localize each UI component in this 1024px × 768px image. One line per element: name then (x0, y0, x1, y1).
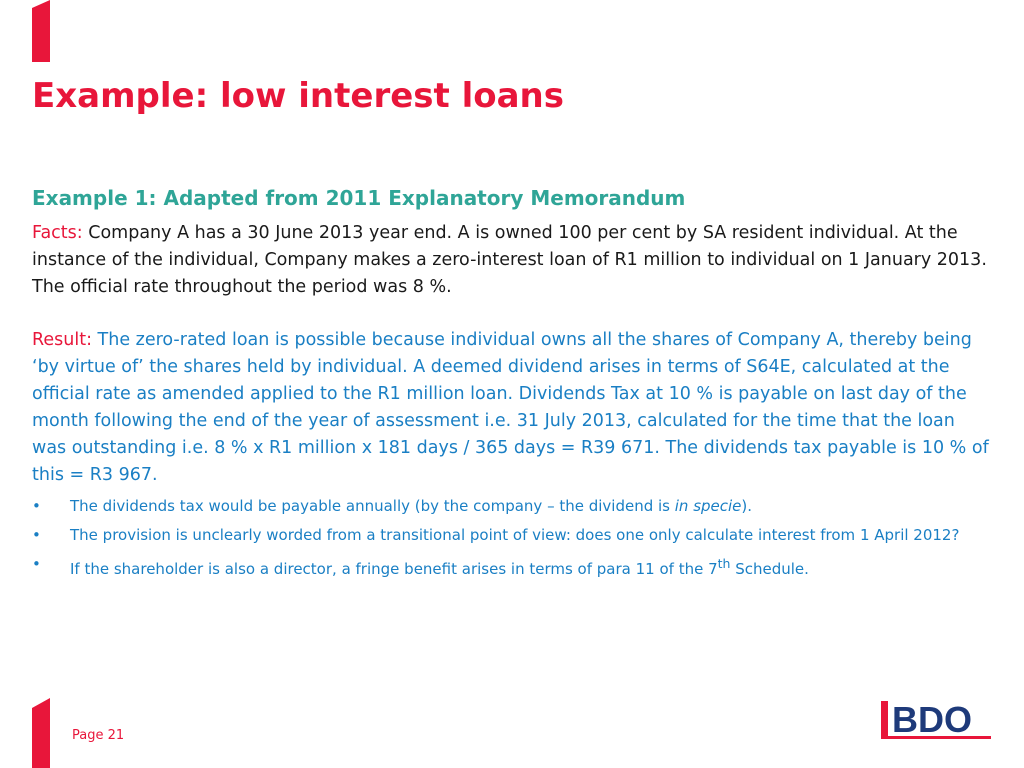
result-paragraph (32, 327, 992, 489)
logo-bar-red (881, 701, 888, 737)
bullet-italic-text: in specie (674, 497, 742, 515)
page-number: Page 21 (72, 728, 125, 743)
bullet-text: The provision is unclearly worded from a transitional point of view: does one only calculate interest from 1 April 2012? (70, 526, 960, 544)
bullet-text: If the shareholder is also a director, a fringe benefit arises in terms of para 11 of the 7 (70, 560, 718, 578)
bullet-text: The dividends tax would be payable annually (by the company – the dividend is (70, 497, 675, 515)
slide-content (32, 186, 992, 587)
bullet-item-fringe-benefit (32, 553, 992, 580)
logo-text: BDO (892, 699, 972, 740)
facts-text: Company A has a 30 June 2013 year end. A is owned 100 per cent by SA resident individual. At the instance of the individual, Company makes a zero-interest loan of R1 million to individual on 1 January 2013. The official rate throughout the period was 8 %. (32, 223, 987, 297)
bullet-superscript: th (717, 556, 731, 571)
bullet-dot-icon: • (32, 555, 41, 573)
bullet-dot-icon: • (32, 526, 41, 544)
slide-title: Example: low interest loans (32, 76, 564, 116)
bullet-item-transitional (32, 524, 992, 546)
facts-paragraph (32, 220, 992, 301)
facts-label: Facts: (32, 223, 83, 243)
bdo-logo (880, 698, 992, 742)
bullet-list (32, 495, 992, 580)
bullet-text-end: Schedule. (730, 560, 809, 578)
example-subheading: Example 1: Adapted from 2011 Explanatory Memorandum (32, 186, 686, 210)
bottom-accent-bar (32, 698, 50, 768)
result-label: Result: (32, 330, 92, 350)
bullet-dot-icon: • (32, 497, 41, 515)
bullet-item-dividends-annual (32, 495, 992, 517)
bullet-text-end: ). (741, 497, 753, 515)
top-accent-bar (32, 0, 50, 62)
result-text: The zero-rated loan is possible because individual owns all the shares of Company A, thereby being ‘by virtue of’ the shares held by individual. A deemed dividend arises in terms of S64E, calculated at the official rate as amended applied to the R1 million loan. Dividends Tax at 10 % is payable on last day of the month following the end of the year of assessment i.e. 31 July 2013, calculated for the time that the loan was outstanding i.e. 8 % x R1 million x 181 days / 365 days = R39 671. The dividends tax payable is 10 % of this = R3 967. (32, 330, 989, 485)
